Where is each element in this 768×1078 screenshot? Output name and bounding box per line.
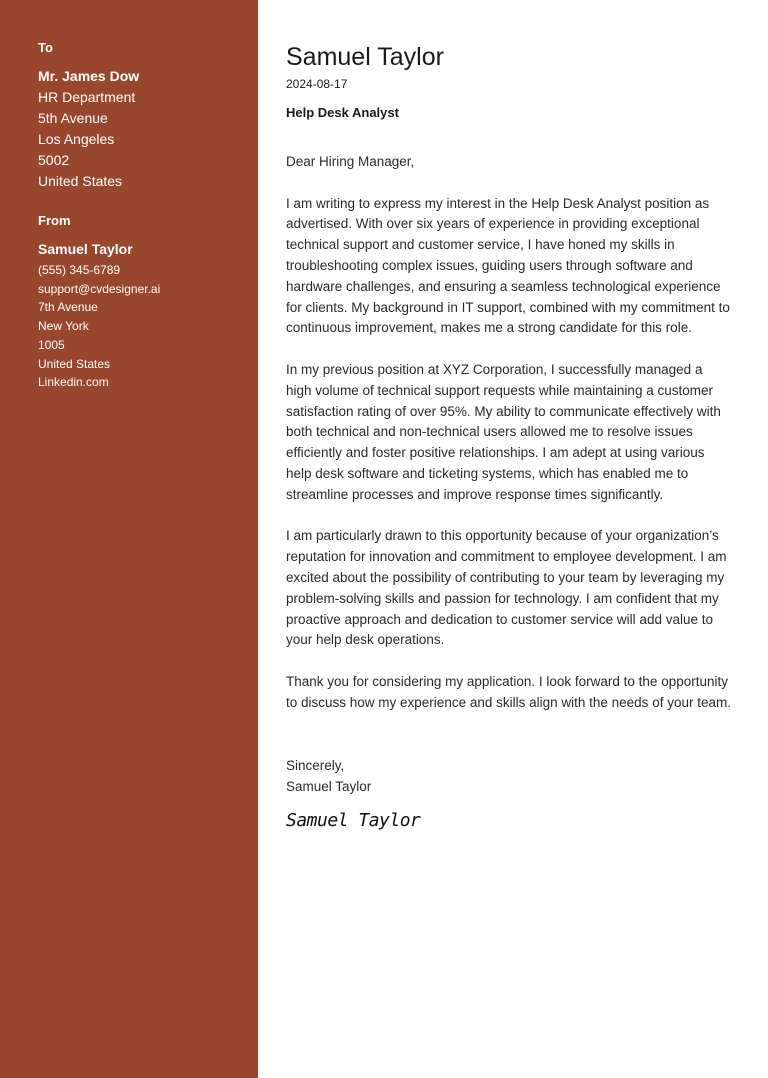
recipient-address — [38, 66, 248, 192]
to-heading: To — [38, 40, 53, 55]
paragraph-experience: In my previous position at XYZ Corporation, I successfully managed a high volume of technical support requests while maintaining a customer satisfaction rating of over 95%. My ability to communicate effectively with both technical and non-technical users allowed me to resolve issues efficiently and foster positive relationships. I am adept at using various help desk software and ticketing systems, which has enabled me to streamline processes and improve response times significantly. — [286, 361, 721, 502]
sender-country: United States — [38, 356, 111, 371]
recipient-zip: 5002 — [38, 152, 70, 168]
recipient-street: 5th Avenue — [38, 110, 108, 126]
sender-address — [38, 239, 248, 392]
signature: Samuel Taylor — [286, 810, 421, 831]
paragraph-thanks: Thank you for considering my application. I look forward to the opportunity to discuss how my experience and skills align with the needs of your team. — [286, 673, 731, 710]
closing-name: Samuel Taylor — [286, 778, 372, 794]
closing: Sincerely, — [286, 758, 345, 773]
letter-body — [286, 152, 731, 734]
recipient-department: HR Department — [38, 89, 136, 105]
greeting: Dear Hiring Manager, — [286, 154, 415, 169]
sender-email[interactable]: support@cvdesigner.ai — [38, 281, 161, 296]
closing-block — [286, 756, 371, 798]
sender-phone[interactable]: (555) 345-6789 — [38, 263, 121, 277]
letter-date: 2024-08-17 — [286, 77, 348, 91]
sender-linkedin-link[interactable]: Linkedin.com — [38, 375, 109, 390]
recipient-name: Mr. James Dow — [38, 68, 140, 84]
sender-city: New York — [38, 319, 89, 334]
recipient-country: United States — [38, 173, 123, 189]
sidebar — [0, 0, 258, 1078]
sender-sidebar-name: Samuel Taylor — [38, 241, 133, 257]
paragraph-intro: I am writing to express my interest in the Help Desk Analyst position as advertised. With over six years of experience in providing exceptional technical support and customer service, I have honed my skills in troubleshooting complex issues, guiding users through software and hardware challenges, and ensuring a seamless technological experience for clients. My background in IT support, combined with my commitment to continuous improvement, makes me a strong candidate for this role. — [286, 195, 730, 336]
sender-street: 7th Avenue — [38, 300, 98, 315]
from-heading: From — [38, 213, 71, 228]
recipient-city: Los Angeles — [38, 131, 115, 147]
paragraph-motivation: I am particularly drawn to this opportunity because of your organization’s reputation for innovation and commitment to employee development. I am excited about the possibility of contributing to your team by leveraging my problem-solving skills and passion for technology. I am confident that my proactive approach and dedication to customer service will add value to your help desk operations. — [286, 528, 727, 648]
job-position: Help Desk Analyst — [286, 105, 399, 120]
page-title: Samuel Taylor — [286, 43, 444, 71]
sender-zip: 1005 — [38, 337, 65, 352]
